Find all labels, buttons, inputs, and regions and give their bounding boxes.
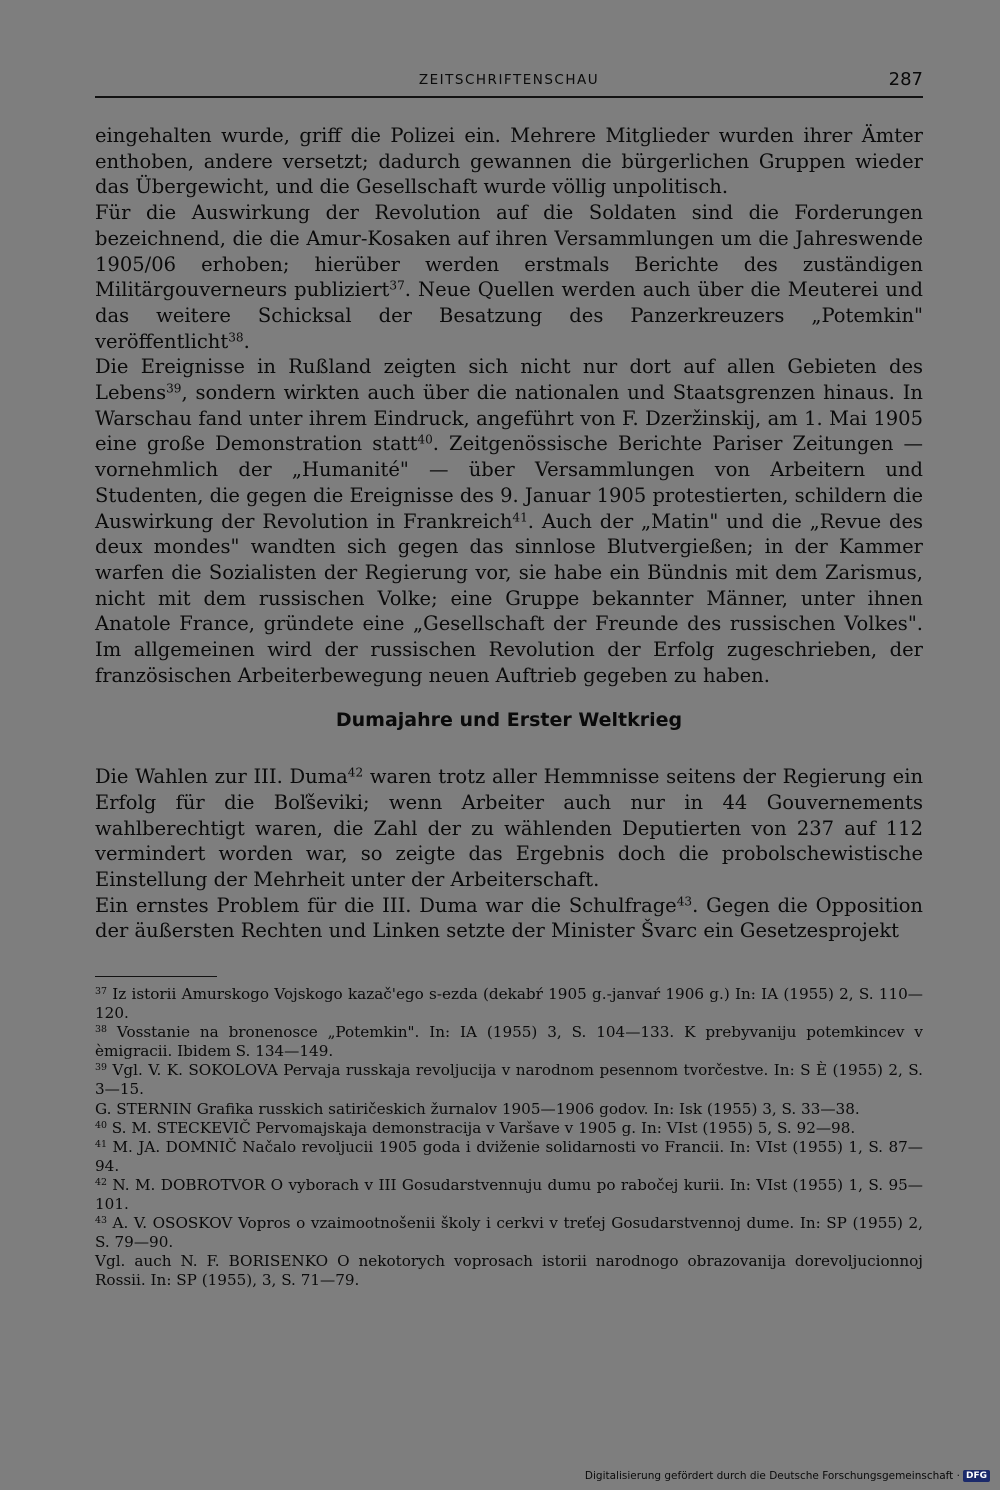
- paragraph-3: [95, 354, 923, 688]
- paragraph-2-text-b: . Neue Quellen werden auch über die Meuterei und das weitere Schicksal der Besatzung des Panzerkreuzers „Potemkin" veröffentlicht: [95, 278, 923, 353]
- footnote-ref-41: 41: [512, 509, 528, 524]
- footnote-text: Iz istorii Amurskogo Vojskogo kazač'ego s-ezda (dekabŕ 1905 g.-janvaŕ 1906 g.) In: IA (1955) 2, S. 110—120.: [95, 985, 923, 1023]
- footnote-number: 38: [95, 1024, 107, 1036]
- footnote-divider: [95, 976, 217, 977]
- footnote: [95, 1176, 923, 1214]
- credit-text: Digitalisierung gefördert durch die Deutsche Forschungsgemeinschaft ·: [584, 1470, 960, 1482]
- footnote-text: G. STERNIN Grafika russkich satiričeskich žurnalov 1905—1906 godov. In: Isk (1955) 3, S. 33—38.: [95, 1099, 860, 1118]
- footnote: [95, 1252, 923, 1290]
- footnote: [95, 1023, 923, 1061]
- footnote: [95, 1214, 923, 1252]
- footnote-text: Vgl. auch N. F. BORISENKO O nekotorych voprosach istorii narodnogo obrazovanija dorevoljucionnoj Rossii. In: SP (1955), 3, S. 71—79.: [95, 1252, 923, 1290]
- paragraph-2: [95, 200, 923, 354]
- paragraph-3-text-d: . Auch der „Matin" und die „Revue des deux mondes" wandten sich gegen das sinnlose Blutvergießen; in der Kammer warfen die Sozialisten der Regierung vor, sie habe ein Bündnis mit dem Zarismus, nicht mit dem russischen Volke; eine Gruppe bekannter Männer, unter ihnen Anatole France, gründete eine „Gesellschaft der Freunde des russischen Volkes". Im allgemeinen wird der russischen Revolution der Erfolg zugeschrieben, der französischen Arbeiterbewegung neuen Auftrieb gegeben zu haben.: [95, 509, 923, 687]
- paragraph-4-text-b: waren trotz aller Hemmnisse seitens der Regierung ein Erfolg für die Boľševiki; wenn Arbeiter auch nur in 44 Gouvernements wahlberechtigt waren, die Zahl der zu wählenden Deputierten von 237 auf 112 vermindert worden war, so zeigte das Ergebnis doch die probolschewistische Einstellung der Mehrheit unter der Arbeiterschaft.: [95, 765, 923, 891]
- paragraph-5-text-b: . Gegen die Opposition der äußersten Rechten und Linken setzte der Minister Švarc ein Gesetzesprojekt: [95, 893, 923, 943]
- body-text: [95, 123, 923, 944]
- paragraph-2-text-c: .: [243, 329, 250, 353]
- footnote-number: 39: [95, 1062, 107, 1074]
- footnote: [95, 1138, 923, 1176]
- paragraph-1: eingehalten wurde, griff die Polizei ein. Mehrere Mitglieder wurden ihrer Ämter enthoben, andere versetzt; dadurch gewannen die bürgerlichen Gruppen wieder das Übergewicht, und die Gesellschaft wurde völlig unpolitisch.: [95, 124, 923, 199]
- footnote-text: M. JA. DOMNIČ Načalo revoljucii 1905 goda i dviženie solidarnosti vo Francii. In: VIst (1955) 1, S. 87—94.: [95, 1137, 923, 1175]
- footnote: [95, 1119, 923, 1138]
- footnote-ref-40: 40: [417, 432, 433, 447]
- paragraph-5: [95, 893, 923, 944]
- footnote-number: 42: [95, 1176, 107, 1188]
- footnote-text: A. V. OSOSKOV Vopros o vzaimootnošenii školy i cerkvi v treťej Gosudarstvennoj dume. In: SP (1955) 2, S. 79—90.: [95, 1214, 923, 1252]
- footnote-number: 41: [95, 1138, 107, 1150]
- footnote-text: N. M. DOBROTVOR O vyborach v III Gosudarstvennuju dumu po rabočej kurii. In: VIst (1955) 1, S. 95—101.: [95, 1175, 923, 1214]
- footnote-ref-38: 38: [228, 329, 244, 344]
- paragraph-4-text-a: Die Wahlen zur III. Duma: [95, 765, 348, 789]
- paragraph-3-text-c: . Zeitgenössische Berichte Pariser Zeitungen — vornehmlich der „Humanité" — über Versammlungen von Arbeitern und Studenten, die gegen die Ereignisse des 9. Januar 1905 protestierten, schildern die Auswirkung der Revolution in Frankreich: [95, 432, 923, 533]
- paragraph-3-text-a: Die Ereignisse in Rußland zeigten sich nicht nur dort auf allen Gebieten des Lebens: [95, 355, 923, 405]
- footnote: [95, 985, 923, 1023]
- paragraph-5-text-a: Ein ernstes Problem für die III. Duma war die Schulfrage: [95, 893, 677, 917]
- section-heading: Dumajahre und Erster Weltkrieg: [335, 709, 683, 732]
- paragraph-4: [95, 764, 923, 893]
- paragraph-2-text-a: Für die Auswirkung der Revolution auf die Soldaten sind die Forderungen bezeichnend, die die Amur-Kosaken auf ihren Versammlungen um die Jahreswende 1905/06 erhoben; hierüber werden erstmals Berichte des zuständigen Militärgouverneurs publiziert: [95, 201, 923, 302]
- page-header: [95, 68, 923, 98]
- footnote-text: Vosstanie na bronenosce „Potemkin". In: IA (1955) 3, S. 104—133. K prebyvaniju potemkincev v èmigracii. Ibidem S. 134—149.: [95, 1023, 923, 1061]
- footnote-ref-37: 37: [389, 278, 405, 293]
- footnote-number: 37: [95, 985, 107, 997]
- page-number: 287: [888, 69, 923, 90]
- footnote-number: 43: [95, 1214, 107, 1226]
- footnote-text: Vgl. V. K. SOKOLOVA Pervaja russkaja revoljucija v narodnom pesennom tvorčestve. In: S È (1955) 2, S. 3—15.: [95, 1061, 923, 1099]
- digitization-credit: [585, 1470, 990, 1482]
- footnote: [95, 1061, 923, 1099]
- footnote-ref-39: 39: [166, 381, 182, 396]
- footnote: [95, 1100, 923, 1119]
- paragraph-3-text-b: , sondern wirkten auch über die nationalen und Staatsgrenzen hinaus. In Warschau fand unter ihrem Eindruck, angeführt von F. Dzeržinskij, am 1. Mai 1905 eine große Demonstration statt: [95, 381, 923, 456]
- footnote-number: 40: [95, 1119, 107, 1131]
- footnotes: [95, 985, 923, 1291]
- footnote-text: S. M. STECKEVIČ Pervomajskaja demonstracija v Varšave v 1905 g. In: VIst (1955) 5, S. 92—98.: [106, 1118, 856, 1137]
- footnote-ref-43: 43: [676, 894, 693, 909]
- footnote-ref-42: 42: [347, 765, 364, 780]
- dfg-logo-icon: DFG: [963, 1470, 990, 1482]
- running-head: ZEITSCHRIFTENSCHAU: [418, 72, 600, 88]
